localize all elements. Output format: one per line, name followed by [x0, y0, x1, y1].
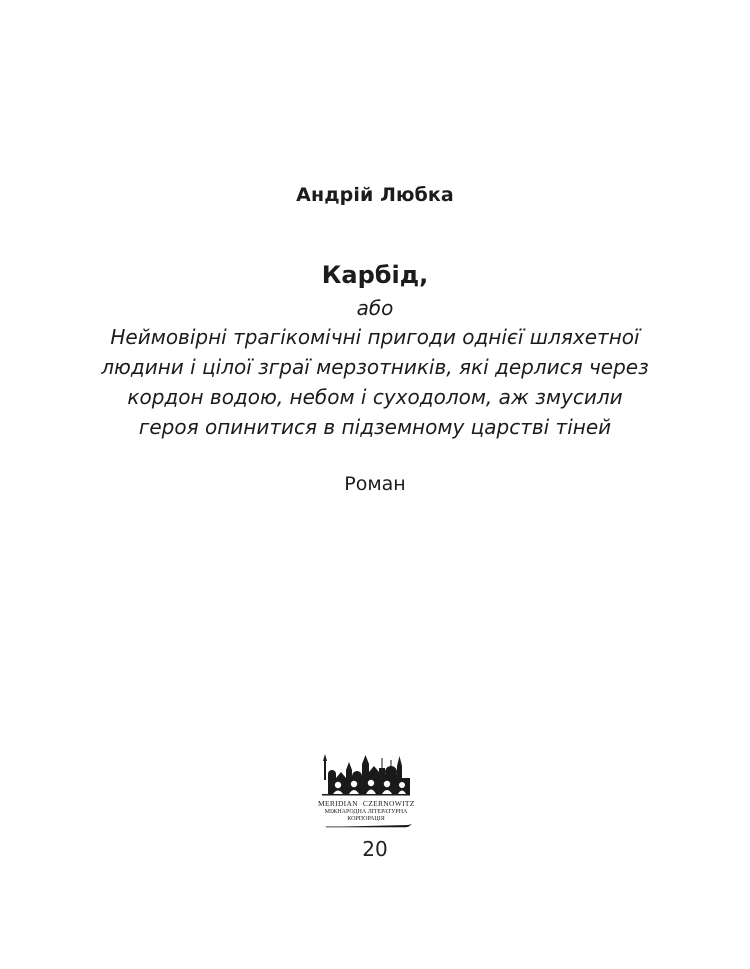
subtitle-line: людини і цілої зграї мерзотників, які дерлися через [101, 355, 649, 379]
genre-label: Роман [344, 473, 406, 495]
publisher-name [318, 799, 414, 808]
book-title: Карбід, [321, 261, 429, 289]
book-subtitle [60, 322, 690, 442]
subtitle-line: героя опинитися в підземному царстві тіней [138, 415, 612, 439]
publisher-tagline-2: КОРПОРАЦІЯ [347, 816, 385, 822]
title-connector: або [356, 296, 394, 320]
subtitle-line: Неймовірні трагікомічні пригоди однієї шляхетної [110, 325, 640, 349]
publisher-tagline: МІЖНАРОДНА ЛІТЕРАТУРНА [324, 809, 408, 815]
author-name: Андрій Любка [296, 184, 454, 206]
publisher-logo [318, 752, 414, 832]
page-number: 20 [362, 837, 388, 861]
subtitle-line: кордон водою, небом і суходолом, аж змусили [127, 385, 623, 409]
publisher-name-right: CZERNOWITZ [362, 799, 415, 808]
publisher-name-left: MERIDIAN [318, 799, 358, 808]
